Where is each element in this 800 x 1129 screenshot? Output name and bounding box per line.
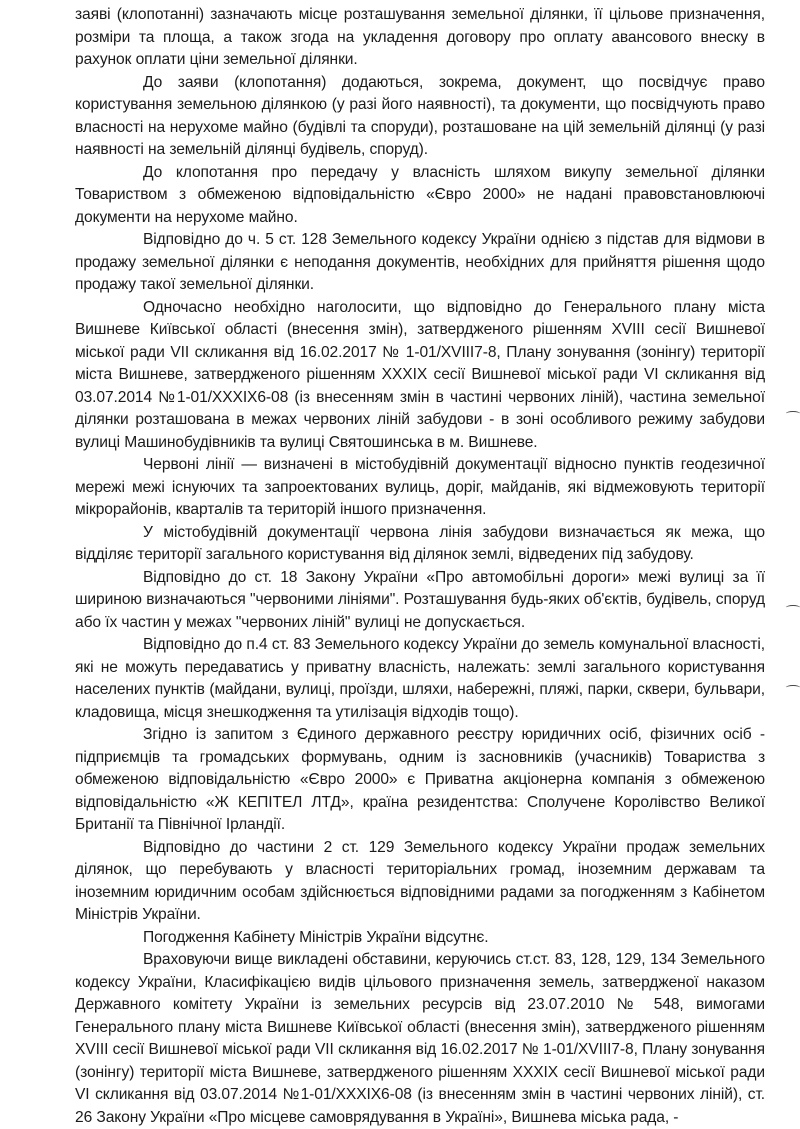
- paragraph-cabinet-approval: Погодження Кабінету Міністрів України відсутнє.: [143, 928, 489, 946]
- paragraph-general-plan: Одночасно необхідно наголосити, що відповідно до Генерального плану міста Вишневе Київської області (внесення змін), затвердженого рішенням XVIII сесії Вишневої міської ради VII скликання від 16.02.2017 № 1-01/XVIII7-8, Плану зонування (зонінгу) території міста Вишневе, затвердженого рішенням XXXIX сесії Вишневої міської ради VI скликання від 03.07.2014 №1-01/XXXIX6-08 (із внесенням змін в частині червоних ліній), частина земельної ділянки розташована в межах червоних ліній забудови - в зоні особливого режиму забудови вулиці Машинобудівників та вулиці Святошинська в м. Вишневе.: [75, 298, 765, 451]
- paragraph-art-129: Відповідно до частини 2 ст. 129 Земельного кодексу України продаж земельних ділянок, що перебувають у власності територіальних громад, іноземним державам та іноземним юридичним особам здійснюється відповідними радами за погодженням з Кабінетом Міністрів України.: [75, 838, 765, 923]
- paragraph-art-83: Відповідно до п.4 ст. 83 Земельного кодексу України до земель комунальної власності, які не можуть передаватись у приватну власність, належать: землі загального користування населених пунктів (майдани, вулиці, проїзди, шляхи, набережні, пляжі, парки, сквери, бульвари, кладовища, місця знешкодження та утилізація відходів тощо).: [75, 636, 765, 721]
- paragraph-attachments: До заяви (клопотання) додаються, зокрема, документ, що посвідчує право користування земельною ділянкою (у разі його наявності), та документи, що посвідчують право власності на нерухоме майно (будівлі та споруди), розташоване на цій земельній ділянці (у разі наявності на земельній ділянці будівель, споруд).: [75, 73, 765, 158]
- margin-mark: [786, 605, 800, 610]
- paragraph-continuation: заяві (клопотанні) зазначають місце розташування земельної ділянки, її цільове призначення, розміри та площа, а також згода на укладення договору про оплату авансового внеску в рахунок оплати ціни земельної ділянки.: [75, 6, 765, 68]
- document-body: [75, 4, 765, 1129]
- paragraph-red-line-boundary: У містобудівній документації червона лінія забудови визначається як межа, що відділяє території загального користування від ділянок землі, відведених під забудову.: [75, 523, 765, 563]
- paragraph-missing-documents: До клопотання про передачу у власність шляхом викупу земельної ділянки Товариством з обмеженою відповідальністю «Євро 2000» не надані правовстановлюючі документи на нерухоме майно.: [75, 163, 765, 226]
- paragraph-registry-request: Згідно із запитом з Єдиного державного реєстру юридичних осіб, фізичних осіб - підприємців та громадських формувань, одним із засновників (учасників) Товариства з обмеженою відповідальністю «Євро 2000» є Приватна акціонерна компанія з обмеженою відповідальністю «Ж КЕПІТЕЛ ЛТД», країна резидентства: Сполучене Королівство Великої Британії та Північної Ірландії.: [75, 726, 765, 833]
- paragraph-red-lines-definition: Червоні лінії — визначені в містобудівній документації відносно пунктів геодезичної мережі межі існуючих та запроектованих вулиць, доріг, майданів, які відмежовують території мікрорайонів, кварталів та територій іншого призначення.: [75, 456, 765, 518]
- paragraph-roads-law: Відповідно до ст. 18 Закону України «Про автомобільні дороги» межі вулиці за її шириною визначаються "червоними лініями". Розташування будь-яких об'єктів, будівель, споруд або їх частин у межах "червоних ліній" вулиці не допускається.: [75, 568, 765, 631]
- margin-mark: [786, 685, 800, 690]
- paragraph-art-128: Відповідно до ч. 5 ст. 128 Земельного кодексу України однією з підстав для відмови в продажу земельної ділянки є неподання документів, необхідних для прийняття рішення щодо продажу такої земельної ділянки.: [75, 231, 765, 293]
- paragraph-resolution-basis: Враховуючи вище викладені обставини, керуючись ст.ст. 83, 128, 129, 134 Земельного кодексу України, Класифікацією видів цільового призначення земель, затвердженої наказом Державного комітету України із земельних ресурсів від 23.07.2010 № 548, вимогами Генерального плану міста Вишневе Київської області (внесення змін), затвердженого рішенням XVIII сесії Вишневої міської ради VII скликання від 16.02.2017 № 1-01/XVIII7-8, Плану зонування (зонінгу) території міста Вишневе, затвердженого рішенням XXXIX сесії Вишневої міської ради VI скликання від 03.07.2014 №1-01/XXXIX6-08 (із внесенням змін в частині червоних ліній), ст. 26 Закону України «Про місцеве самоврядування в Україні», Вишнева міська рада, -: [75, 951, 765, 1126]
- margin-mark: [786, 411, 800, 416]
